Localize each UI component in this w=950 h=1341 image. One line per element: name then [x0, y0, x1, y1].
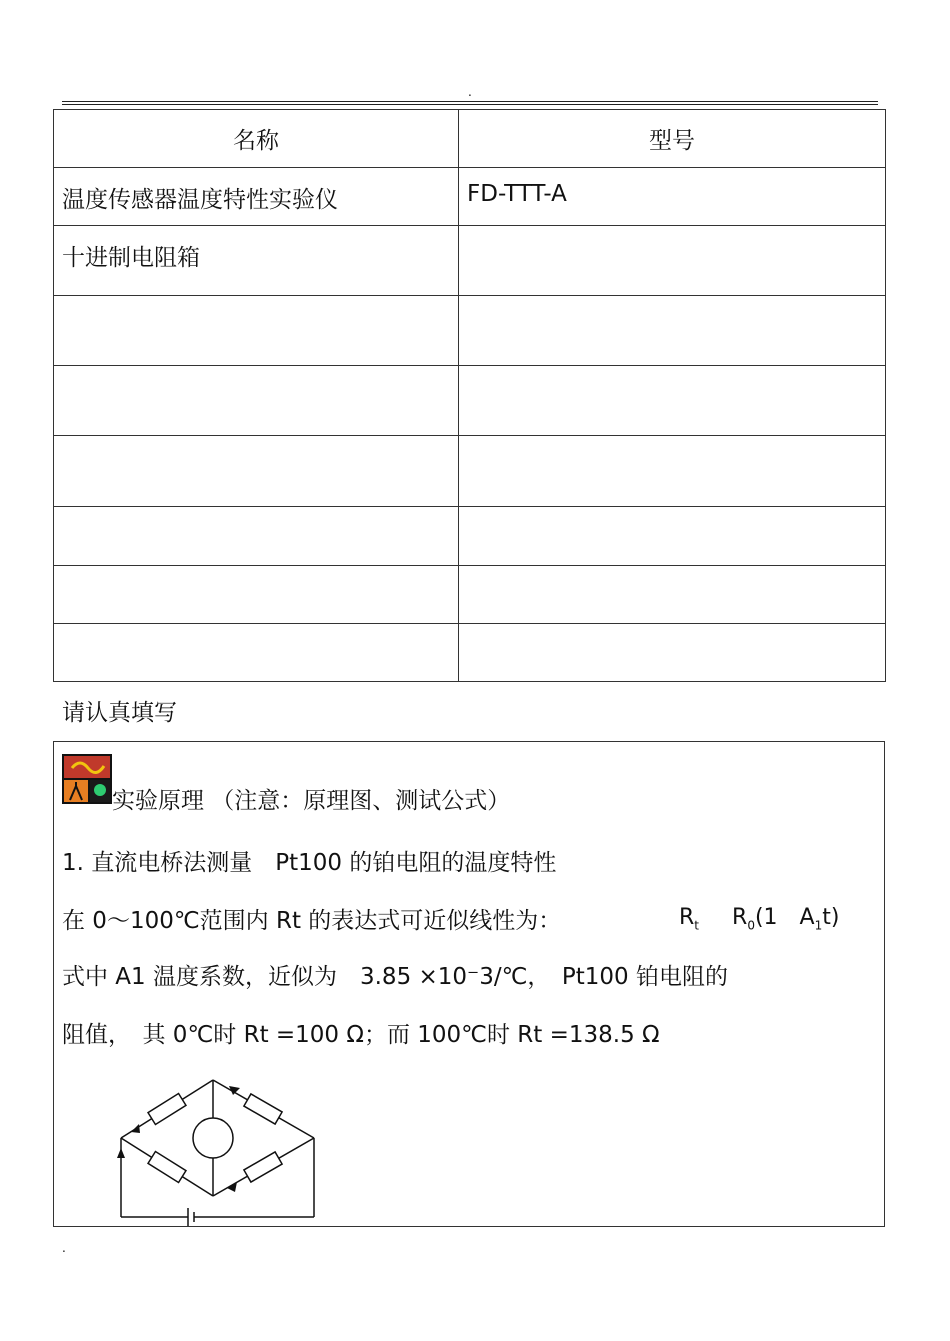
formula-lhs-sub: t — [694, 918, 700, 933]
principle-line-4: 阻值， 其 0℃时 Rt =100 Ω；而 100℃时 Rt =138.5 Ω — [62, 1022, 660, 1048]
fill-note: 请认真填写 — [62, 700, 177, 726]
header-name: 名称 — [54, 110, 459, 168]
table-row — [54, 366, 886, 436]
header-model: 型号 — [459, 110, 886, 168]
equipment-table — [53, 109, 886, 682]
principle-line-3: 式中 A1 温度系数，近似为 3.85 ×10⁻3/℃， Pt100 铂电阻的 — [62, 964, 729, 990]
formula-r0-sub: 0 — [747, 918, 755, 933]
table-row — [54, 566, 886, 624]
cell-model: FD-TTT-A — [467, 181, 567, 207]
experiment-logo-icon — [62, 754, 112, 804]
header-dot: . — [468, 85, 472, 99]
table-row — [54, 226, 886, 296]
principle-line-2: 在 0～100℃范围内 Rt 的表达式可近似线性为： — [62, 908, 562, 934]
table-row — [54, 624, 886, 682]
formula-lhs: R — [679, 905, 695, 930]
principle-item-1: 1. 直流电桥法测量 Pt100 的铂电阻的温度特性 — [62, 850, 557, 876]
principle-box — [53, 741, 885, 1227]
principle-title: 实验原理 （注意：原理图、测试公式） — [112, 788, 511, 814]
header-rule-bottom — [62, 104, 878, 105]
table-row — [54, 507, 886, 566]
formula — [679, 900, 839, 932]
table-row — [54, 168, 886, 226]
cell-name: 十进制电阻箱 — [62, 245, 200, 271]
formula-close: t) — [822, 905, 840, 930]
formula-a-sub: 1 — [814, 918, 823, 933]
bridge-circuit-diagram — [109, 1072, 379, 1227]
table-row — [54, 296, 886, 366]
header-rule-top — [62, 101, 878, 102]
table-header-row — [54, 110, 886, 168]
footer-dot: . — [62, 1241, 66, 1255]
cell-model — [467, 226, 885, 239]
table-row — [54, 436, 886, 507]
cell-name: 温度传感器温度特性实验仪 — [62, 187, 338, 213]
formula-open: (1 A — [754, 905, 815, 930]
formula-r0: R — [732, 905, 748, 930]
